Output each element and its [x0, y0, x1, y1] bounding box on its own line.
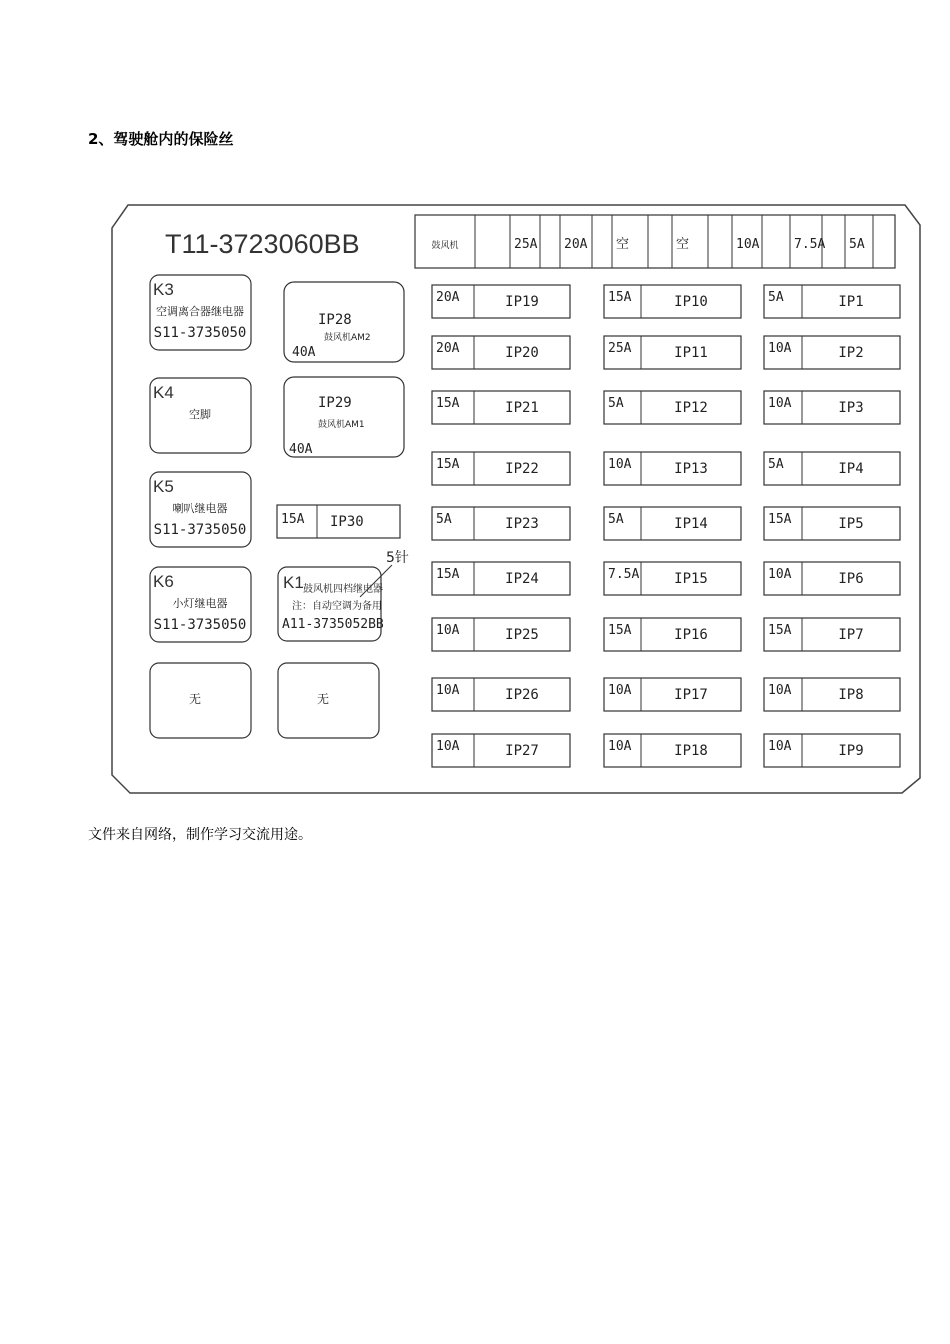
relay-name: 小灯继电器 [172, 597, 228, 610]
fuse-id: IP2 [838, 345, 864, 361]
relay-empty-4 [150, 663, 251, 738]
relay-name: 无 [188, 692, 202, 706]
fuse-amp: 5A [436, 512, 452, 527]
fuse-ip7 [764, 618, 900, 651]
fuse-amp: 15A [768, 512, 792, 527]
fuse-amp: 10A [436, 739, 460, 754]
fuse-ip27 [432, 734, 570, 767]
top-strip-label: 7.5A [794, 237, 826, 252]
fuse-frame [604, 391, 741, 424]
fuse-amp: 20A [436, 290, 460, 305]
fuse-ip2 [764, 336, 900, 369]
fuse-id: IP20 [505, 345, 539, 361]
fuse-amp: 20A [436, 341, 460, 356]
fuse-id: IP5 [838, 516, 864, 532]
fuse-frame [764, 285, 900, 318]
fuse-amp: 10A [436, 683, 460, 698]
footer-note: 文件来自网络，制作学习交流用途。 [88, 827, 312, 843]
fuse-subtitle: 鼓风机AM1 [318, 420, 365, 430]
fuse-ip25 [432, 618, 570, 651]
relay-name: 空调离合器继电器 [156, 305, 244, 318]
fuse-ip26 [432, 678, 570, 711]
fuse-id: IP25 [505, 627, 539, 643]
top-fuse-strip [415, 215, 895, 268]
fuse-frame [432, 507, 570, 540]
big-fuse-group [284, 282, 404, 457]
fuse-ip17 [604, 678, 741, 711]
relay-k3 [150, 275, 251, 350]
fuse-amp: 15A [436, 457, 460, 472]
fuse-id: IP13 [674, 461, 708, 477]
fuse-amp: 40A [289, 442, 313, 457]
fuse-id: IP15 [674, 571, 708, 587]
fuse-amp: 10A [768, 739, 792, 754]
fuse-amp: 5A [768, 290, 784, 305]
fuse-amp: 10A [768, 396, 792, 411]
fuse-subtitle: 鼓风机AM2 [324, 333, 371, 343]
fuse-amp: 10A [768, 341, 792, 356]
fuse-ip18 [604, 734, 741, 767]
fuse-id: IP26 [505, 687, 539, 703]
relay-name: 鼓风机四档继电器 [303, 584, 383, 595]
pin-label: 5针 [386, 550, 409, 566]
fuse-id: IP24 [505, 571, 539, 587]
fuse-ip6 [764, 562, 900, 595]
fuse-amp: 10A [768, 683, 792, 698]
fuse-amp: 15A [768, 623, 792, 638]
fuse-ip29 [284, 377, 404, 457]
relay-name: 喇叭继电器 [172, 502, 228, 515]
fuse-ip16 [604, 618, 741, 651]
relay-part: S11-3735050 [153, 522, 247, 538]
fuse-id: IP18 [674, 743, 708, 759]
fuse-amp: 15A [281, 512, 305, 527]
fuse-id: IP9 [838, 743, 864, 759]
fuse-id: IP14 [674, 516, 708, 532]
fuse-id: IP17 [674, 687, 708, 703]
relay-part: S11-3735050 [153, 325, 247, 341]
fuse-amp: 40A [292, 345, 316, 360]
fuse-ip4 [764, 452, 900, 485]
fuse-ip23 [432, 507, 570, 540]
fuse-amp: 5A [608, 512, 624, 527]
fuse-ip8 [764, 678, 900, 711]
relay-code: K4 [153, 383, 174, 402]
relay-note: 注：自动空调为备用 [292, 601, 382, 612]
fuse-id: IP4 [838, 461, 864, 477]
fuse-ip3 [764, 391, 900, 424]
fuse-id: IP1 [838, 294, 864, 310]
relay-code: K1 [283, 573, 304, 592]
fuse-amp: 15A [608, 623, 632, 638]
fuse-id: IP3 [838, 400, 864, 416]
relay-code: K6 [153, 572, 174, 591]
relay-k1 [278, 549, 409, 641]
relay-k4 [150, 378, 251, 453]
fuse-ip1 [764, 285, 900, 318]
top-strip-label: 鼓风机 [431, 241, 459, 251]
fuse-amp: 10A [608, 739, 632, 754]
relay-name: 无 [316, 692, 330, 706]
fuse-id: IP10 [674, 294, 708, 310]
fuse-id: IP23 [505, 516, 539, 532]
fuse-ip30 [277, 505, 400, 538]
fuse-amp: 5A [768, 457, 784, 472]
fuse-columns [432, 285, 900, 767]
top-strip-label: 10A [736, 237, 760, 252]
section-heading: 2、驾驶舱内的保险丝 [88, 130, 234, 148]
fuse-id: IP22 [505, 461, 539, 477]
fuse-ip19 [432, 285, 570, 318]
fuse-id: IP30 [330, 514, 364, 530]
fuse-amp: 5A [608, 396, 624, 411]
fuse-ip14 [604, 507, 741, 540]
fuse-ip11 [604, 336, 741, 369]
fuse-ip28 [284, 282, 404, 362]
fuse-amp: 7.5A [608, 567, 640, 582]
relay-k5 [150, 472, 251, 547]
fuse-amp: 15A [436, 396, 460, 411]
fuse-amp: 15A [608, 290, 632, 305]
fuse-ip12 [604, 391, 741, 424]
fuse-ip24 [432, 562, 570, 595]
fuse-id: IP11 [674, 345, 708, 361]
panel-part-number: T11-3723060BB [165, 229, 360, 259]
relay-part: A11-3735052BB [282, 617, 384, 632]
fuse-ip13 [604, 452, 741, 485]
relay-code: K3 [153, 280, 174, 299]
relay-code: K5 [153, 477, 174, 496]
relay-part: S11-3735050 [153, 617, 247, 633]
fuse-amp: 10A [608, 683, 632, 698]
relay-k6 [150, 567, 251, 642]
fuse-ip5 [764, 507, 900, 540]
fuse-ip9 [764, 734, 900, 767]
fuse-id: IP29 [318, 395, 352, 411]
fuse-id: IP27 [505, 743, 539, 759]
relay-name: 空脚 [189, 408, 211, 421]
fuse-amp: 10A [436, 623, 460, 638]
fuse-amp: 25A [608, 341, 632, 356]
fuse-ip22 [432, 452, 570, 485]
fuse-amp: 10A [768, 567, 792, 582]
fuse-frame [764, 452, 900, 485]
fuse-id: IP8 [838, 687, 864, 703]
top-strip-label: 空 [676, 237, 690, 252]
fuse-amp: 10A [608, 457, 632, 472]
fuse-ip10 [604, 285, 741, 318]
top-strip-label: 5A [849, 237, 865, 252]
top-strip-label: 20A [564, 237, 588, 252]
fuse-id: IP21 [505, 400, 539, 416]
top-strip-label: 空 [616, 237, 630, 252]
fuse-frame [604, 507, 741, 540]
fuse-id: IP12 [674, 400, 708, 416]
fuse-id: IP19 [505, 294, 539, 310]
relay-group [150, 275, 379, 738]
top-strip-label: 25A [514, 237, 538, 252]
fuse-id: IP6 [838, 571, 864, 587]
relay-empty-5 [278, 663, 379, 738]
fuse-id: IP7 [838, 627, 864, 643]
fuse-ip20 [432, 336, 570, 369]
fuse-amp: 15A [436, 567, 460, 582]
fuse-ip15 [604, 562, 741, 595]
fuse-id: IP16 [674, 627, 708, 643]
fuse-ip21 [432, 391, 570, 424]
fuse-id: IP28 [318, 312, 352, 328]
